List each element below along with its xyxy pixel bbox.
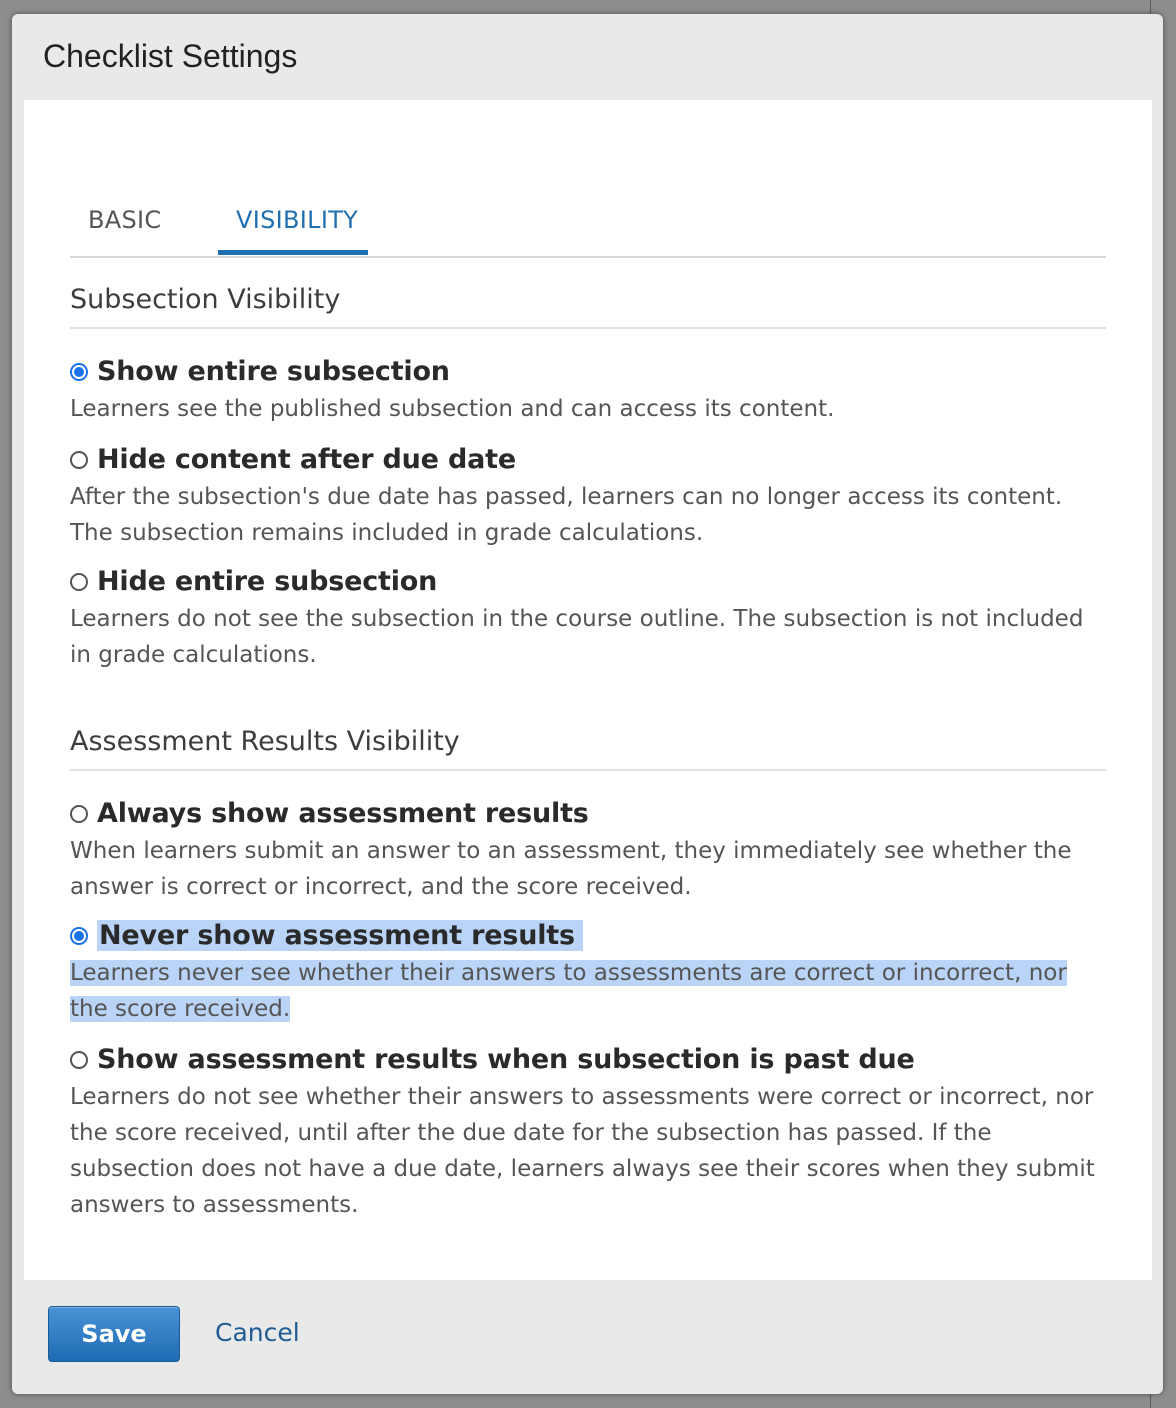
radio-show-results-past-due[interactable] bbox=[70, 1051, 88, 1069]
radio-never-show-results[interactable] bbox=[70, 927, 88, 945]
selected-text-highlight: Learners never see whether their answers to assessments are correct or incorrect, nor the score received. bbox=[70, 960, 1067, 1022]
option-never-show-results[interactable] bbox=[70, 920, 1130, 1027]
radio-hide-entire-subsection[interactable] bbox=[70, 573, 88, 591]
option-show-entire-subsection[interactable] bbox=[70, 356, 1130, 427]
option-label[interactable]: Hide entire subsection bbox=[97, 566, 438, 597]
option-hide-content-after-due-date[interactable] bbox=[70, 444, 1130, 551]
option-description: Learners see the published subsection and can access its content. bbox=[70, 396, 835, 422]
option-label[interactable]: Show assessment results when subsection is past due bbox=[97, 1044, 915, 1075]
settings-tabs bbox=[70, 186, 1106, 258]
tab-basic[interactable]: BASIC bbox=[88, 206, 162, 234]
checklist-settings-modal bbox=[12, 14, 1163, 1394]
option-hide-entire-subsection[interactable] bbox=[70, 566, 1130, 673]
option-description: After the subsection's due date has passed, learners can no longer access its content. The subsection remains included in grade calculations. bbox=[70, 484, 1063, 546]
option-label[interactable]: Hide content after due date bbox=[97, 444, 516, 475]
option-description: Learners do not see whether their answers to assessments were correct or incorrect, nor the score received, until after the due date for the subsection has passed. If the subsection does not have a due date, learners always see their scores when they submit answers to assessments. bbox=[70, 1084, 1095, 1218]
option-label[interactable]: Always show assessment results bbox=[97, 798, 589, 829]
option-label[interactable]: Never show assessment results bbox=[97, 920, 583, 951]
option-show-results-past-due[interactable] bbox=[70, 1044, 1130, 1223]
option-always-show-results[interactable] bbox=[70, 798, 1130, 905]
modal-body bbox=[24, 100, 1152, 1280]
modal-footer bbox=[12, 1280, 1163, 1394]
cancel-button[interactable]: Cancel bbox=[215, 1318, 300, 1347]
tab-visibility[interactable]: VISIBILITY bbox=[236, 206, 359, 234]
save-button[interactable]: Save bbox=[48, 1306, 180, 1362]
active-tab-indicator bbox=[218, 250, 368, 255]
radio-hide-content-after-due-date[interactable] bbox=[70, 451, 88, 469]
option-description: When learners submit an answer to an assessment, they immediately see whether the answer is correct or incorrect, and the score received. bbox=[70, 838, 1072, 900]
assessment-results-visibility-heading: Assessment Results Visibility bbox=[70, 726, 1106, 771]
option-description bbox=[70, 955, 1110, 1027]
modal-title: Checklist Settings bbox=[43, 38, 298, 74]
option-label[interactable]: Show entire subsection bbox=[97, 356, 450, 387]
radio-show-entire-subsection[interactable] bbox=[70, 363, 88, 381]
option-description: Learners do not see the subsection in the course outline. The subsection is not included in grade calculations. bbox=[70, 606, 1084, 668]
subsection-visibility-heading: Subsection Visibility bbox=[70, 284, 1106, 329]
radio-always-show-results[interactable] bbox=[70, 805, 88, 823]
